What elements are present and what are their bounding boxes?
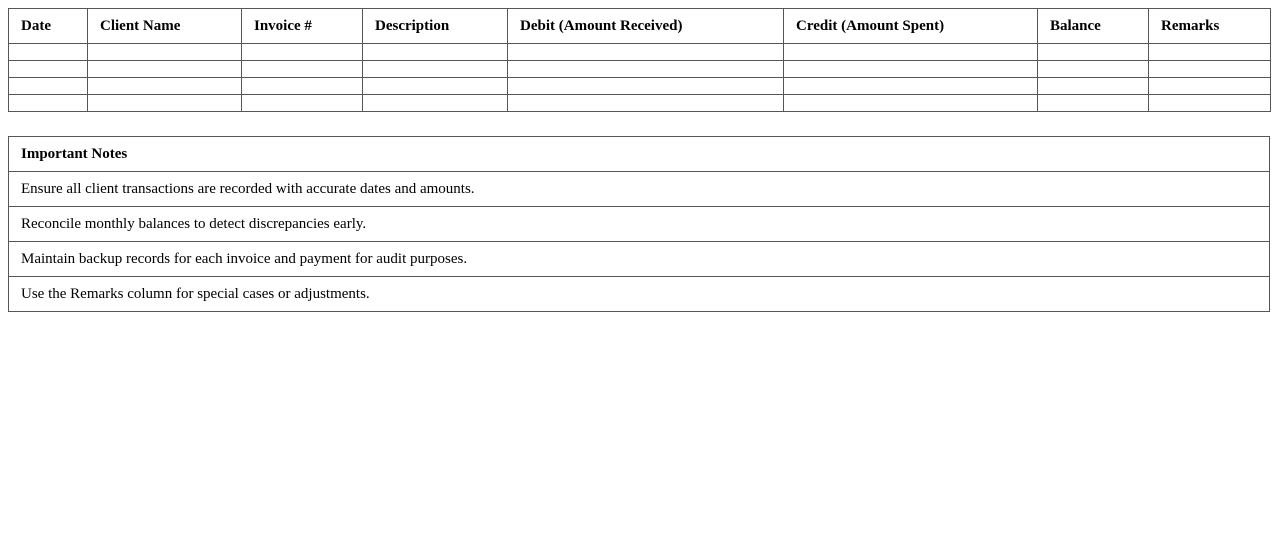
table-cell <box>88 61 242 78</box>
note-text: Ensure all client transactions are recorded with accurate dates and amounts. <box>9 172 1270 207</box>
table-cell <box>9 44 88 61</box>
ledger-table <box>8 8 1271 112</box>
list-item <box>9 242 1270 277</box>
table-cell <box>1149 78 1271 95</box>
table-cell <box>784 44 1038 61</box>
note-text: Maintain backup records for each invoice and payment for audit purposes. <box>9 242 1270 277</box>
column-header-debit: Debit (Amount Received) <box>508 9 784 44</box>
table-cell <box>508 44 784 61</box>
table-cell <box>9 78 88 95</box>
table-cell <box>363 78 508 95</box>
table-row <box>9 78 1271 95</box>
table-cell <box>363 61 508 78</box>
column-header-client-name: Client Name <box>88 9 242 44</box>
table-cell <box>9 61 88 78</box>
table-cell <box>9 95 88 112</box>
table-cell <box>1149 44 1271 61</box>
table-cell <box>784 78 1038 95</box>
table-cell <box>242 78 363 95</box>
table-cell <box>508 95 784 112</box>
table-cell <box>1038 44 1149 61</box>
list-item <box>9 207 1270 242</box>
list-item <box>9 277 1270 312</box>
table-cell <box>1038 61 1149 78</box>
table-cell <box>363 95 508 112</box>
table-cell <box>784 95 1038 112</box>
notes-header-row <box>9 137 1270 172</box>
list-item <box>9 172 1270 207</box>
table-cell <box>363 44 508 61</box>
table-row <box>9 95 1271 112</box>
table-cell <box>1038 95 1149 112</box>
column-header-remarks: Remarks <box>1149 9 1271 44</box>
notes-title: Important Notes <box>9 137 1270 172</box>
table-cell <box>1038 78 1149 95</box>
table-cell <box>88 44 242 61</box>
column-header-invoice-number: Invoice # <box>242 9 363 44</box>
notes-table <box>8 136 1270 312</box>
table-cell <box>1149 95 1271 112</box>
table-cell <box>88 95 242 112</box>
table-row <box>9 44 1271 61</box>
column-header-credit: Credit (Amount Spent) <box>784 9 1038 44</box>
note-text: Reconcile monthly balances to detect discrepancies early. <box>9 207 1270 242</box>
table-cell <box>242 95 363 112</box>
ledger-header-row <box>9 9 1271 44</box>
table-cell <box>1149 61 1271 78</box>
column-header-description: Description <box>363 9 508 44</box>
table-cell <box>784 61 1038 78</box>
table-cell <box>508 78 784 95</box>
table-cell <box>242 44 363 61</box>
column-header-balance: Balance <box>1038 9 1149 44</box>
table-cell <box>508 61 784 78</box>
note-text: Use the Remarks column for special cases or adjustments. <box>9 277 1270 312</box>
table-cell <box>242 61 363 78</box>
column-header-date: Date <box>9 9 88 44</box>
table-row <box>9 61 1271 78</box>
table-cell <box>88 78 242 95</box>
